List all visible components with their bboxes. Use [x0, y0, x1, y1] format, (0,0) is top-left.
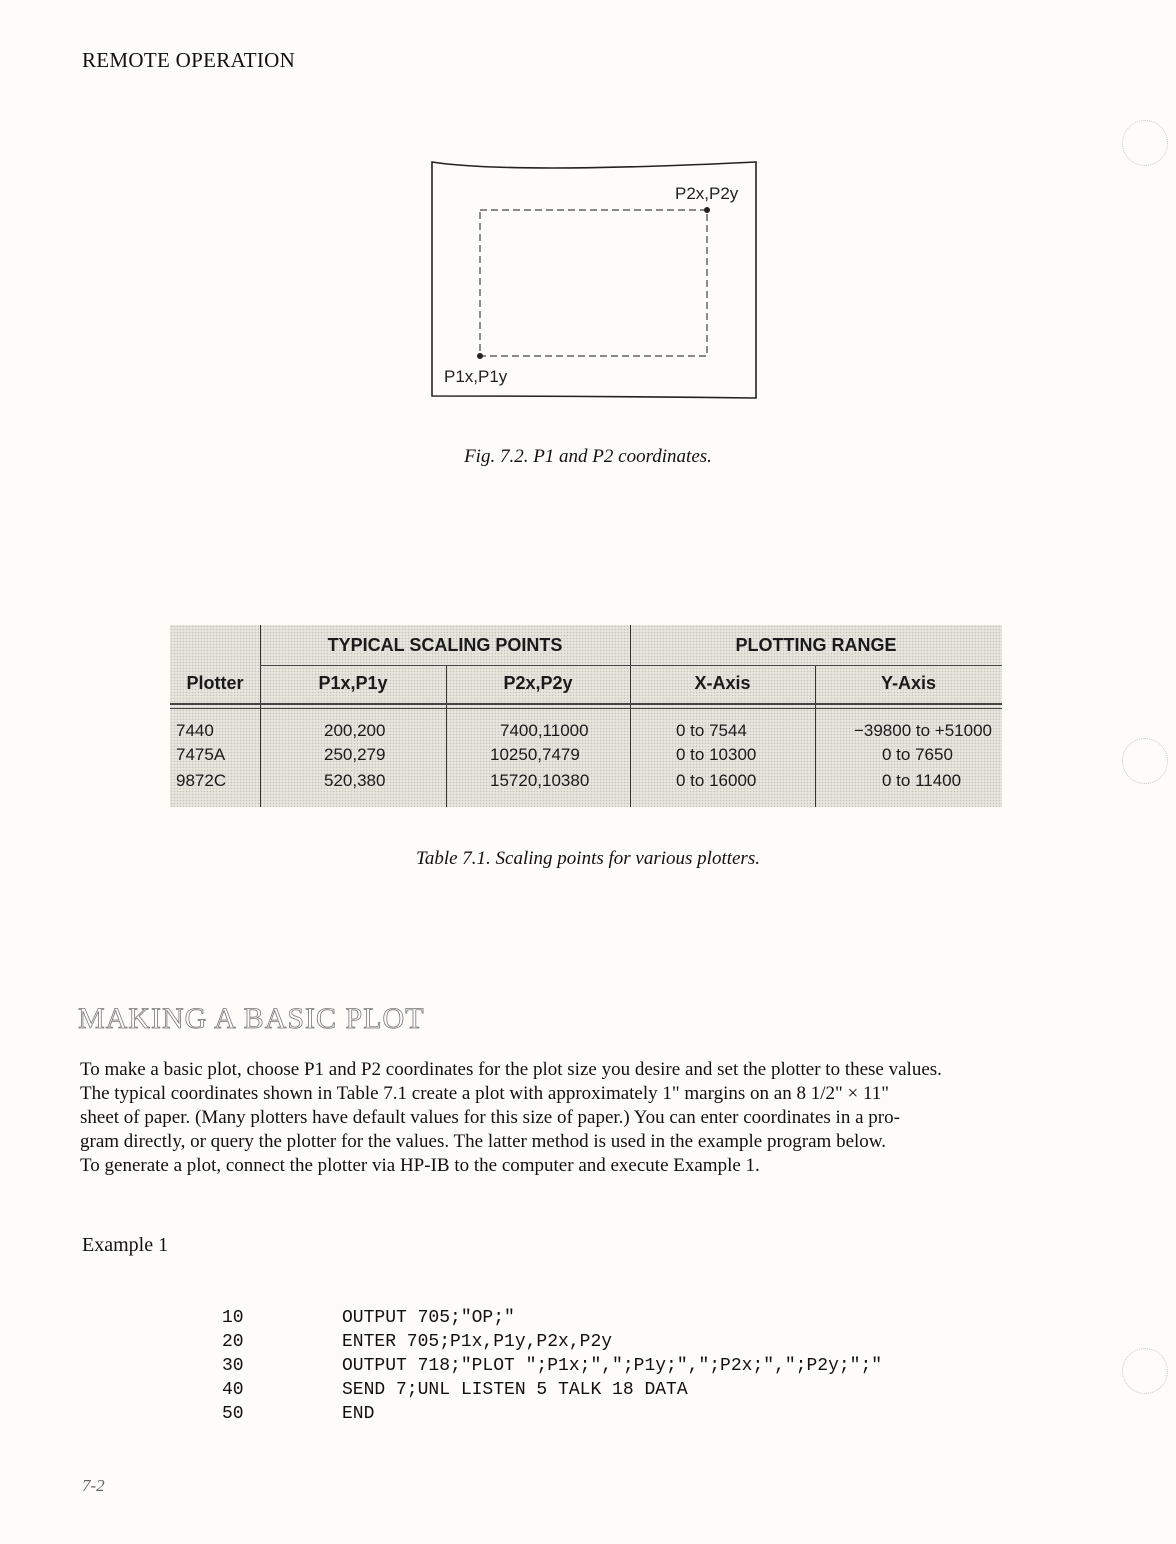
- code-line: [0, 1404, 1176, 1428]
- code-statement: OUTPUT 705;"OP;": [342, 1308, 515, 1328]
- figure-caption: Fig. 7.2. P1 and P2 coordinates.: [464, 446, 712, 467]
- table-cell: 15720,10380: [490, 771, 590, 790]
- p2-label: P2x,P2y: [675, 184, 739, 203]
- code-statement: SEND 7;UNL LISTEN 5 TALK 18 DATA: [342, 1380, 688, 1400]
- table-cell: 0 to 10300: [676, 745, 757, 764]
- paragraph-line: To generate a plot, connect the plotter via HP-IB to the computer and execute Example 1.: [80, 1155, 760, 1176]
- p1-p2-figure: [430, 160, 758, 400]
- line-number: 30: [222, 1356, 244, 1376]
- section-heading: MAKING A BASIC PLOT: [78, 1002, 425, 1035]
- table-cell: 10250,7479: [490, 745, 580, 764]
- table-cell: 7440: [176, 721, 214, 740]
- table-cell: 9872C: [176, 771, 227, 790]
- line-number: 20: [222, 1332, 244, 1352]
- table-caption: Table 7.1. Scaling points for various plotters.: [416, 848, 760, 869]
- table-cell: −39800 to +51000: [853, 721, 992, 740]
- running-header: REMOTE OPERATION: [82, 48, 296, 72]
- col-header-p2: P2x,P2y: [503, 673, 573, 693]
- paragraph-line: gram directly, or query the plotter for the values. The latter method is used in the example program below.: [80, 1131, 887, 1152]
- example-label: Example 1: [82, 1234, 169, 1256]
- scaling-points-table: [170, 625, 1002, 807]
- col-header-p1: P1x,P1y: [318, 673, 388, 693]
- col-header-y-axis: Y-Axis: [880, 673, 937, 693]
- paragraph-line: The typical coordinates shown in Table 7.1 create a plot with approximately 1" margins on an 8 1/2" × 11": [80, 1083, 890, 1104]
- code-line: [0, 1380, 1176, 1404]
- punch-hole-decoration: [1122, 738, 1168, 784]
- table-cell: 0 to 11400: [882, 771, 962, 790]
- table-cell: 200,200: [324, 721, 386, 740]
- col-header-x-axis: X-Axis: [694, 673, 751, 693]
- paragraph-line: sheet of paper. (Many plotters have default values for this size of paper.) You can enter coordinates in a pro-: [80, 1107, 900, 1128]
- table-cell: 0 to 7544: [676, 721, 747, 740]
- code-line: [0, 1356, 1176, 1380]
- table-cell: 0 to 16000: [676, 771, 757, 790]
- code-statement: ENTER 705;P1x,P1y,P2x,P2y: [342, 1332, 613, 1352]
- col-header-plotter: Plotter: [186, 673, 244, 693]
- code-listing: [0, 1308, 1176, 1438]
- punch-hole-decoration: [1122, 120, 1168, 166]
- paragraph-line: To make a basic plot, choose P1 and P2 coordinates for the plot size you desire and set the plotter to these values.: [80, 1059, 942, 1080]
- p1-point: [477, 353, 483, 359]
- group-header-scaling-points: TYPICAL SCALING POINTS: [327, 635, 563, 655]
- table-cell: 520,380: [324, 771, 386, 790]
- code-line: [0, 1308, 1176, 1332]
- line-number: 10: [222, 1308, 244, 1328]
- code-line: [0, 1332, 1176, 1356]
- page-number: 7-2: [82, 1476, 105, 1495]
- line-number: 50: [222, 1404, 244, 1424]
- p1-label: P1x,P1y: [444, 367, 508, 386]
- table-cell: 7400,11000: [500, 721, 589, 740]
- p2-point: [704, 207, 710, 213]
- code-statement: OUTPUT 718;"PLOT ";P1x;",";P1y;",";P2x;",";P2y;";": [342, 1356, 883, 1376]
- line-number: 40: [222, 1380, 244, 1400]
- table-cell: 250,279: [324, 745, 386, 764]
- table-cell: 7475A: [176, 745, 226, 764]
- body-paragraph: [80, 1058, 1086, 1178]
- group-header-plotting-range: PLOTTING RANGE: [735, 635, 897, 655]
- table-cell: 0 to 7650: [882, 745, 953, 764]
- code-statement: END: [342, 1404, 375, 1424]
